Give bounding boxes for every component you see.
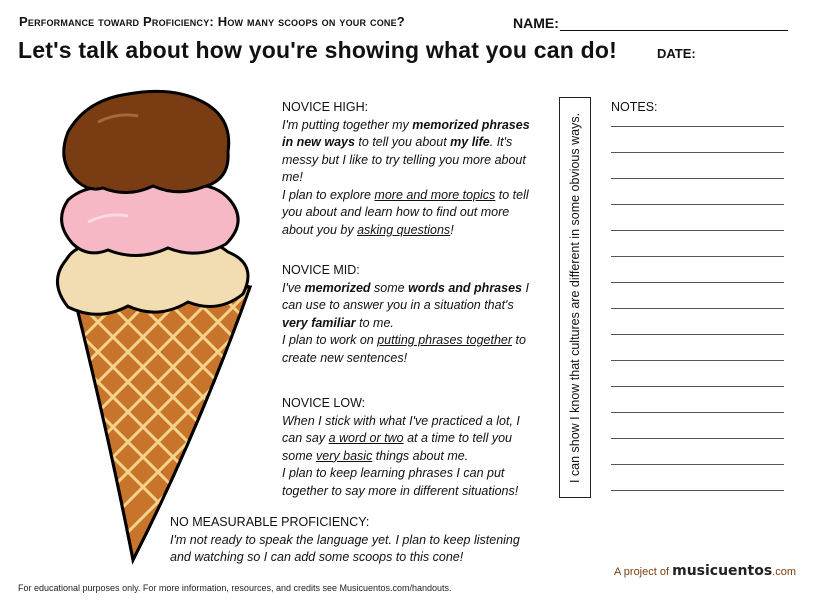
level-novice-mid <box>282 262 538 367</box>
culture-statement: I can show I know that cultures are different in some obvious ways. <box>568 112 582 483</box>
note-line[interactable] <box>611 308 784 309</box>
note-line[interactable] <box>611 464 784 465</box>
musicuentos-logo: musicuentos <box>672 563 773 579</box>
note-line[interactable] <box>611 230 784 231</box>
notes-label: NOTES: <box>611 100 658 114</box>
no-proficiency-description: I'm not ready to speak the language yet. I plan to keep listening and watching so I can add some scoops to this cone! <box>170 532 520 564</box>
note-line[interactable] <box>611 386 784 387</box>
ice-cream-cone-illustration <box>38 82 278 567</box>
novice-mid-plan: I plan to work on putting phrases together to create new sentences! <box>282 333 526 365</box>
note-line[interactable] <box>611 438 784 439</box>
level-novice-high <box>282 99 538 239</box>
chocolate-scoop-icon <box>64 91 229 192</box>
novice-low-description: When I stick with what I've practiced a lot, I can say a word or two at a time to tell you some very basic things about me. <box>282 413 520 463</box>
name-label: NAME: <box>513 15 559 31</box>
level-novice-low <box>282 395 538 500</box>
note-line[interactable] <box>611 360 784 361</box>
note-line[interactable] <box>611 256 784 257</box>
note-line[interactable] <box>611 126 784 127</box>
worksheet-subtitle: Performance toward Proficiency: How many scoops on your cone? <box>19 14 405 29</box>
note-line[interactable] <box>611 282 784 283</box>
project-suffix: .com <box>772 566 797 578</box>
note-line[interactable] <box>611 178 784 179</box>
note-line[interactable] <box>611 334 784 335</box>
note-line[interactable] <box>611 412 784 413</box>
novice-high-description: I'm putting together my memorized phrases in new ways to tell you about my life. It's messy but I like to try telling you more about me! <box>282 117 530 184</box>
note-line[interactable] <box>611 490 784 491</box>
culture-statement-box <box>559 97 591 498</box>
note-line[interactable] <box>611 152 784 153</box>
page-title: Let's talk about how you're showing what you can do! <box>18 37 617 63</box>
name-blank-line[interactable] <box>560 30 788 31</box>
novice-mid-description: I've memorized some words and phrases I can use to answer you in a situation that's very familiar to me. <box>282 280 529 330</box>
footer-note: For educational purposes only. For more information, resources, and credits see Musicuentos.com/handouts. <box>18 583 452 593</box>
project-prefix: A project of <box>614 566 670 578</box>
note-line[interactable] <box>611 204 784 205</box>
project-credit <box>614 563 796 579</box>
novice-high-plan: I plan to explore more and more topics to tell you about and learn how to find out more about you by asking questions! <box>282 187 529 237</box>
novice-high-heading: NOVICE HIGH: <box>282 100 369 114</box>
level-no-proficiency <box>170 514 540 567</box>
no-proficiency-heading: NO MEASURABLE PROFICIENCY: <box>170 515 370 529</box>
date-label: DATE: <box>657 46 696 61</box>
novice-mid-heading: NOVICE MID: <box>282 263 360 277</box>
strawberry-scoop-icon <box>62 182 239 255</box>
novice-low-heading: NOVICE LOW: <box>282 396 366 410</box>
novice-low-plan: I plan to keep learning phrases I can put together to say more in different situations! <box>282 466 519 498</box>
